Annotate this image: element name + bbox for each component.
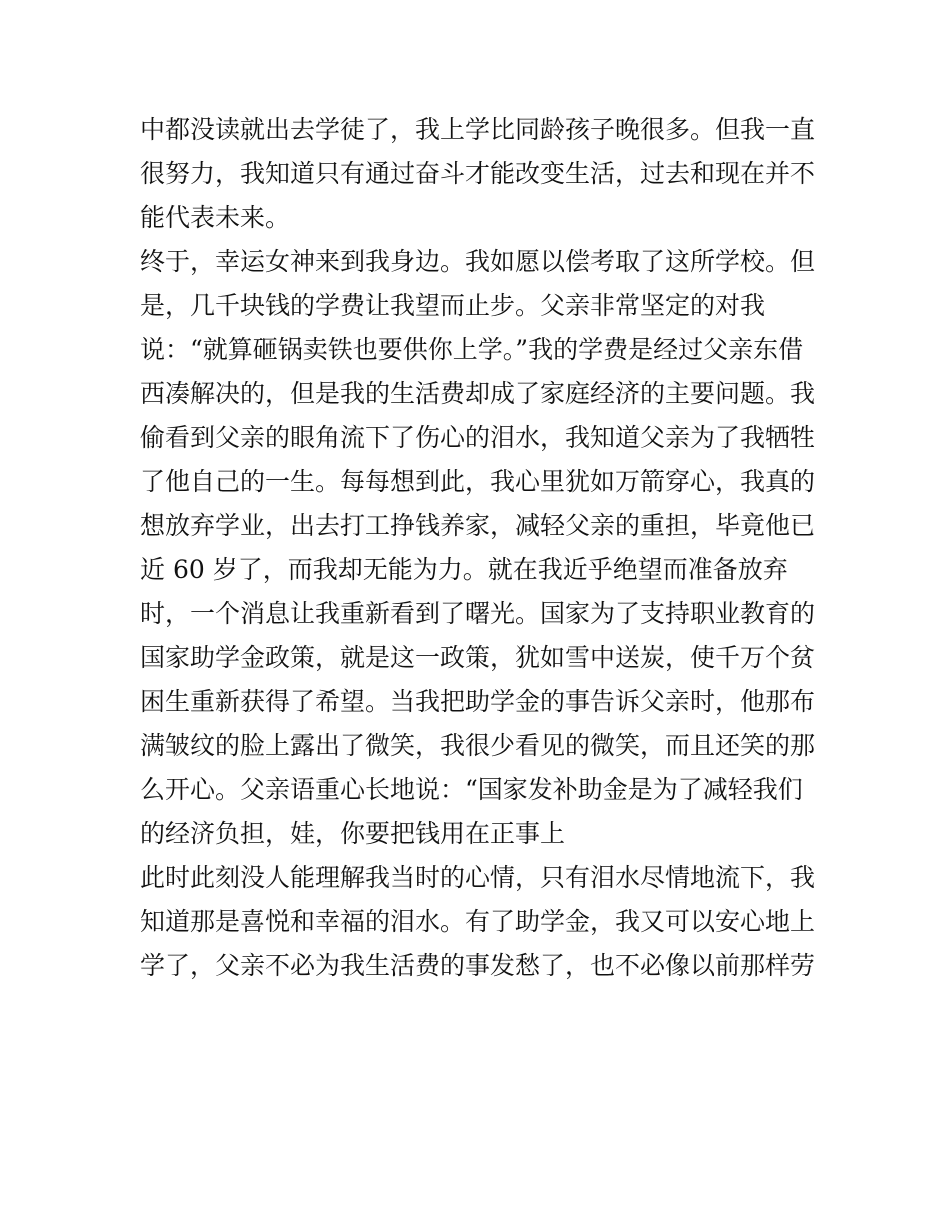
text-line-18: 此时此刻没人能理解我当时的心情，只有泪水尽情地流下，我	[140, 863, 816, 892]
text-line-2: 很努力，我知道只有通过奋斗才能改变生活，过去和现在并不	[140, 159, 816, 188]
text-line-16: 么开心。父亲语重心长地说：“国家发补助金是为了减轻我们	[140, 775, 803, 804]
text-line-19: 知道那是喜悦和幸福的泪水。有了助学金，我又可以安心地上	[140, 907, 816, 936]
text-line-3: 能代表未来。	[140, 203, 291, 232]
text-line-20: 学了，父亲不必为我生活费的事发愁了，也不必像以前那样劳	[140, 951, 816, 980]
text-line-4: 终于，幸运女神来到我身边。我如愿以偿考取了这所学校。但	[140, 247, 816, 276]
text-line-9: 了他自己的一生。每每想到此，我心里犹如万箭穿心，我真的	[140, 467, 816, 496]
text-line-1: 中都没读就出去学徒了，我上学比同龄孩子晚很多。但我一直	[140, 115, 816, 144]
text-line-12: 时，一个消息让我重新看到了曙光。国家为了支持职业教育的	[140, 599, 816, 628]
text-line-10: 想放弃学业，出去打工挣钱养家，减轻父亲的重担，毕竟他已	[140, 511, 816, 540]
text-line-5: 是，几千块钱的学费让我望而止步。父亲非常坚定的对我	[140, 291, 766, 320]
body-text	[140, 108, 820, 988]
text-line-11: 近 60 岁了，而我却无能为力。就在我近乎绝望而准备放弃	[140, 555, 788, 584]
text-line-8: 偷看到父亲的眼角流下了伤心的泪水，我知道父亲为了我牺牲	[140, 423, 816, 452]
text-line-17: 的经济负担，娃，你要把钱用在正事上	[140, 819, 566, 848]
text-line-6: 说：“就算砸锅卖铁也要供你上学。”我的学费是经过父亲东借	[140, 335, 804, 364]
text-line-15: 满皱纹的脸上露出了微笑，我很少看见的微笑，而且还笑的那	[140, 731, 816, 760]
text-line-13: 国家助学金政策，就是这一政策，犹如雪中送炭，使千万个贫	[140, 643, 816, 672]
text-line-14: 困生重新获得了希望。当我把助学金的事告诉父亲时，他那布	[140, 687, 816, 716]
text-line-7: 西凑解决的，但是我的生活费却成了家庭经济的主要问题。我	[140, 379, 816, 408]
